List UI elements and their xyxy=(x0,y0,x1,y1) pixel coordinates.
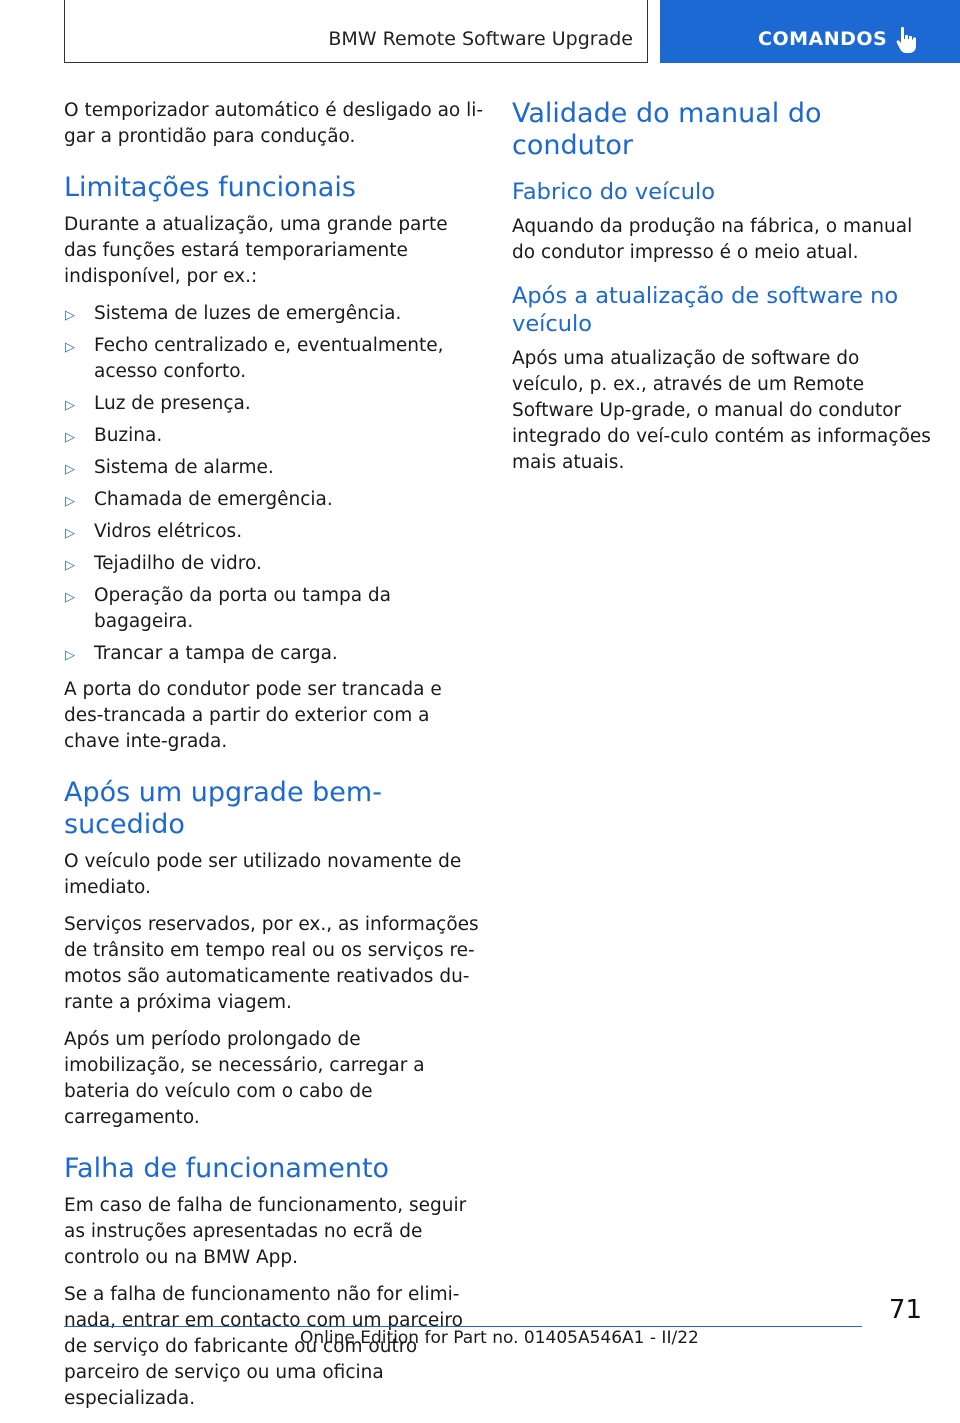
list-item xyxy=(64,583,484,635)
limitations-heading: Limitações funcionais xyxy=(64,172,356,203)
list-item-text: Sistema de luzes de emergência. xyxy=(94,303,402,324)
list-item-text: Chamada de emergência. xyxy=(94,489,333,510)
list-item-text: Luz de presença. xyxy=(94,393,251,414)
list-item xyxy=(64,333,484,385)
factory-paragraph: Aquando da produção na fábrica, o manual do condutor impresso é o meio atual. xyxy=(512,216,913,263)
list-item-text: Operação da porta ou tampa da bagageira. xyxy=(94,585,392,632)
triangle-bullet-icon: ▷ xyxy=(65,430,75,445)
list-item xyxy=(64,301,484,327)
list-item xyxy=(64,519,484,545)
triangle-bullet-icon: ▷ xyxy=(65,494,75,509)
header-section-box xyxy=(64,0,648,63)
header-chapter-tab xyxy=(660,0,960,63)
triangle-bullet-icon: ▷ xyxy=(65,558,75,573)
validity-heading: Validade do manual do condutor xyxy=(512,98,822,161)
failure-paragraph: Se a falha de funcionamento não for elimi‐nada, entrar em contacto com um parceiro de serviço do fabricante ou com outro parceiro de serviço ou uma oficina especializada. xyxy=(64,1284,463,1409)
list-item xyxy=(64,551,484,577)
list-item-text: Trancar a tampa de carga. xyxy=(94,643,338,664)
limitations-outro: A porta do condutor pode ser trancada e des‐trancada a partir do exterior com a chave inte‐grada. xyxy=(64,679,442,752)
triangle-bullet-icon: ▷ xyxy=(65,462,75,477)
success-paragraph: Serviços reservados, por ex., as informações de trânsito em tempo real ou os serviços re‐motos são automaticamente reativados du‐rante a próxima viagem. xyxy=(64,914,479,1013)
triangle-bullet-icon: ▷ xyxy=(65,526,75,541)
footer-divider xyxy=(64,1326,862,1327)
list-item xyxy=(64,391,484,417)
list-item-text: Buzina. xyxy=(94,425,163,446)
list-item-text: Tejadilho de vidro. xyxy=(94,553,262,574)
limitations-intro: Durante a atualização, uma grande parte das funções estará temporariamente indisponível, por ex.: xyxy=(64,214,448,287)
triangle-bullet-icon: ▷ xyxy=(65,340,75,355)
list-item-text: Fecho centralizado e, eventualmente, acesso conforto. xyxy=(94,335,444,382)
page-number: 71 xyxy=(888,1295,922,1325)
pointing-hand-icon xyxy=(896,26,918,54)
triangle-bullet-icon: ▷ xyxy=(65,648,75,663)
list-item xyxy=(64,423,484,449)
triangle-bullet-icon: ▷ xyxy=(65,398,75,413)
success-paragraph: Após um período prolongado de imobilização, se necessário, carregar a bateria do veículo com o cabo de carregamento. xyxy=(64,1029,425,1128)
list-item-text: Vidros elétricos. xyxy=(94,521,243,542)
list-item xyxy=(64,487,484,513)
failure-paragraph: Em caso de falha de funcionamento, seguir as instruções apresentadas no ecrã de controlo ou na BMW App. xyxy=(64,1195,467,1268)
success-heading: Após um upgrade bem-sucedido xyxy=(64,777,382,840)
list-item xyxy=(64,641,484,667)
failure-heading: Falha de funcionamento xyxy=(64,1153,390,1184)
list-item-text: Sistema de alarme. xyxy=(94,457,274,478)
intro-paragraph: O temporizador automático é desligado ao li‐gar a prontidão para condução. xyxy=(64,100,484,147)
left-column xyxy=(64,98,484,1423)
success-paragraph: O veículo pode ser utilizado novamente de imediato. xyxy=(64,851,462,898)
edition-footer: Online Edition for Part no. 01405A546A1 - II/22 xyxy=(300,1328,699,1348)
chapter-label: COMANDOS xyxy=(758,28,888,50)
update-subheading: Após a atualização de software no veículo xyxy=(512,283,899,337)
header-title: BMW Remote Software Upgrade xyxy=(328,28,633,50)
triangle-bullet-icon: ▷ xyxy=(65,590,75,605)
limitations-list xyxy=(64,301,484,667)
triangle-bullet-icon: ▷ xyxy=(65,308,75,323)
list-item xyxy=(64,455,484,481)
right-column xyxy=(512,98,932,487)
update-paragraph: Após uma atualização de software do veículo, p. ex., através de um Remote Software Up‐grade, o manual do condutor integrado do veí‐culo contém as informações mais atuais. xyxy=(512,348,931,473)
factory-subheading: Fabrico do veículo xyxy=(512,179,715,205)
